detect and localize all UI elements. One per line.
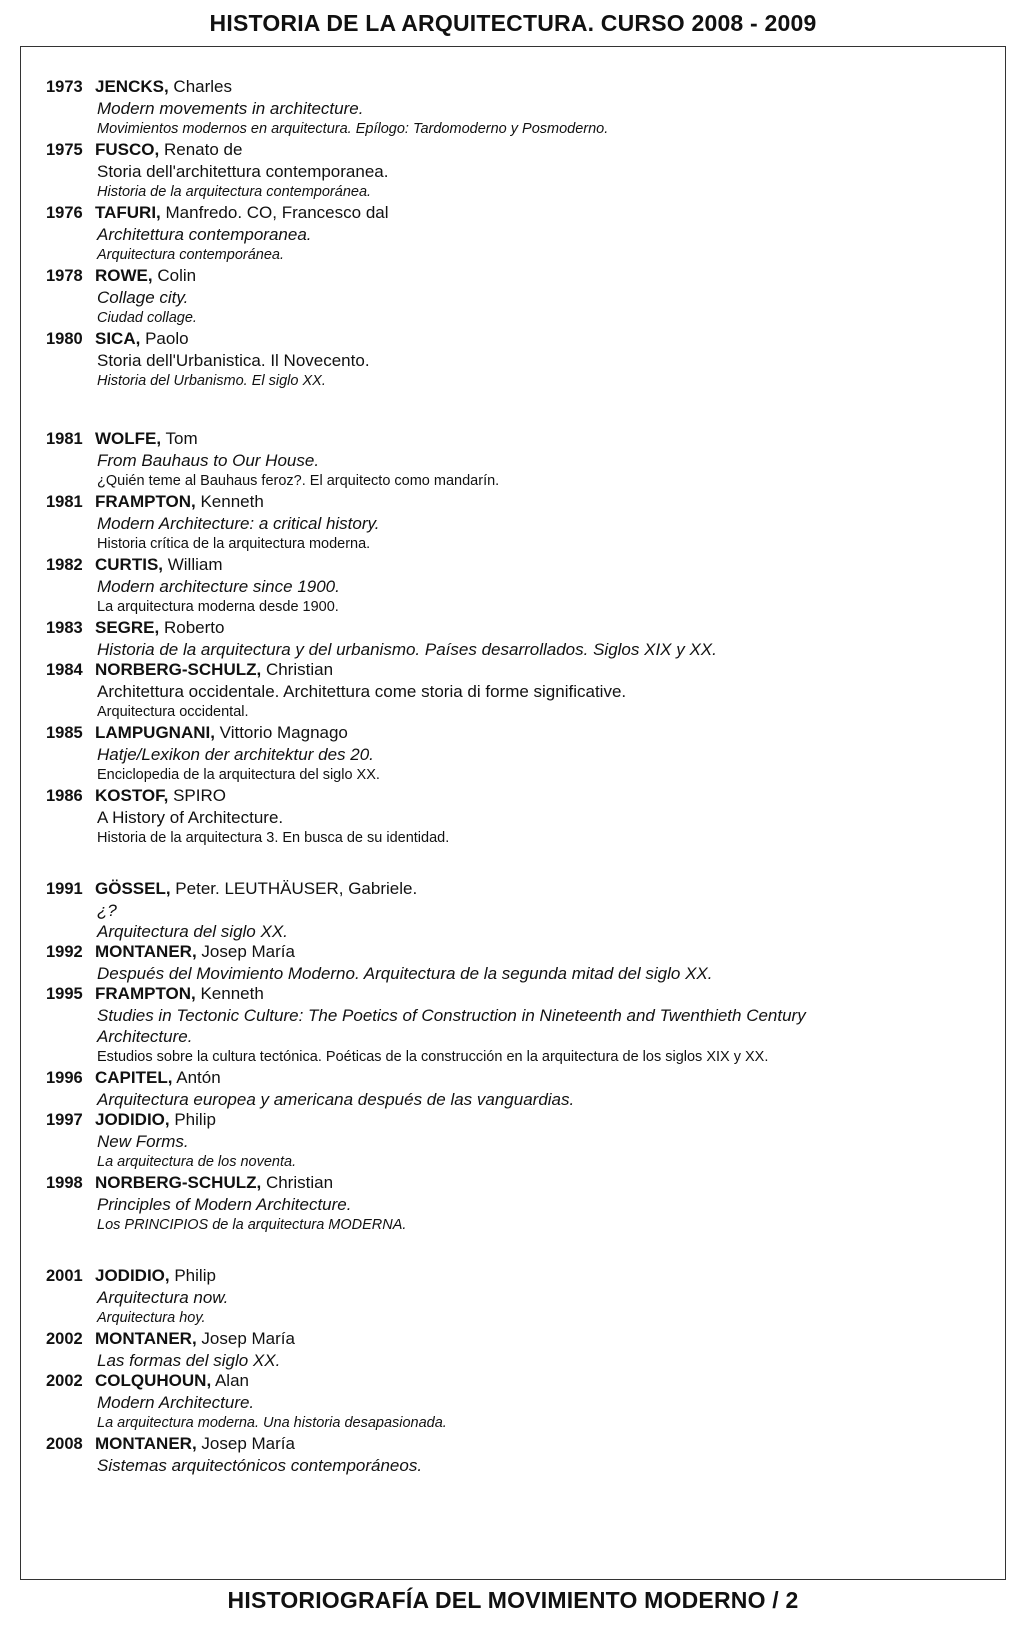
entry-year: 1981 (46, 430, 83, 448)
entry-year: 1975 (46, 141, 83, 159)
entry-author (95, 786, 226, 806)
author-surname: CURTIS, (95, 555, 163, 574)
author-given-name: Philip (169, 1266, 216, 1285)
translated-title: Historia de la arquitectura contemporánea. (97, 184, 372, 200)
entry-author (95, 140, 242, 160)
work-title: Después del Movimiento Moderno. Arquitectura de la segunda mitad del siglo XX. (97, 964, 713, 983)
bibliography-entry (46, 492, 976, 555)
entry-year: 1982 (46, 556, 83, 574)
bibliography-entry (46, 1371, 976, 1434)
entry-heading (46, 140, 976, 161)
work-title: Arquitectura now. (97, 1288, 229, 1307)
entry-year: 2002 (46, 1330, 83, 1348)
work-title: Studies in Tectonic Culture: The Poetics of Construction in Nineteenth and Twenthieth Century (97, 1006, 806, 1025)
author-given-name: Alan (211, 1371, 249, 1390)
work-title: Principles of Modern Architecture. (97, 1195, 352, 1214)
translated-title: Movimientos modernos en arquitectura. Epílogo: Tardomoderno y Posmoderno. (97, 121, 609, 137)
bibliography-entry (46, 329, 976, 392)
author-surname: SICA, (95, 329, 141, 348)
bibliography-entry (46, 618, 976, 660)
work-title: Modern Architecture: a critical history. (97, 514, 380, 533)
author-given-name: Vittorio Magnago (214, 723, 348, 742)
bibliography-entry (46, 1266, 976, 1329)
entry-author (95, 429, 198, 449)
author-given-name: Tom (161, 429, 198, 448)
entry-heading (46, 1371, 976, 1392)
translated-title: Arquitectura hoy. (97, 1310, 206, 1326)
work-title: Arquitectura europea y americana después de las vanguardias. (97, 1090, 575, 1109)
entry-year: 1984 (46, 661, 83, 679)
translated-title: La arquitectura de los noventa. (97, 1154, 297, 1170)
entry-year: 1973 (46, 78, 83, 96)
entry-year: 1976 (46, 204, 83, 222)
bibliography-entry (46, 1110, 976, 1173)
entry-year: 1995 (46, 985, 83, 1003)
bibliography-entry (46, 77, 976, 140)
author-surname: SEGRE, (95, 618, 160, 637)
author-surname: MONTANER, (95, 942, 197, 961)
author-surname: MONTANER, (95, 1434, 197, 1453)
translated-title: Enciclopedia de la arquitectura del siglo XX. (97, 767, 380, 783)
entry-author (95, 1371, 249, 1391)
author-surname: WOLFE, (95, 429, 162, 448)
entry-author (95, 1068, 221, 1088)
entry-heading (46, 1068, 976, 1089)
entry-heading (46, 1329, 976, 1350)
group-spacer (46, 392, 976, 429)
author-surname: CAPITEL, (95, 1068, 173, 1087)
entry-heading (46, 77, 976, 98)
author-given-name: Roberto (159, 618, 225, 637)
entry-heading (46, 723, 976, 744)
entry-heading (46, 1173, 976, 1194)
entry-year: 1998 (46, 1174, 83, 1192)
entry-heading (46, 329, 976, 350)
author-given-name: Josep María (196, 942, 295, 961)
bibliography-entry (46, 1173, 976, 1236)
author-surname: FUSCO, (95, 140, 160, 159)
bibliography-entry (46, 723, 976, 786)
bibliography-entry (46, 555, 976, 618)
author-given-name: Peter. LEUTHÄUSER, Gabriele. (170, 879, 418, 898)
entry-author (95, 723, 348, 743)
entry-author (95, 879, 417, 899)
author-given-name: Kenneth (195, 984, 264, 1003)
author-surname: JODIDIO, (95, 1110, 170, 1129)
author-surname: FRAMPTON, (95, 984, 196, 1003)
entry-year: 1980 (46, 330, 83, 348)
author-given-name: William (163, 555, 223, 574)
entry-author (95, 555, 223, 575)
entry-heading (46, 555, 976, 576)
bibliography-group (46, 429, 976, 849)
work-title: Modern architecture since 1900. (97, 577, 340, 596)
author-surname: TAFURI, (95, 203, 161, 222)
entry-author (95, 660, 333, 680)
entry-author (95, 1329, 295, 1349)
page-title: HISTORIA DE LA ARQUITECTURA. CURSO 2008 - 2009 (209, 10, 817, 36)
author-surname: KOSTOF, (95, 786, 169, 805)
author-given-name: Josep María (196, 1434, 295, 1453)
entry-author (95, 618, 224, 638)
entry-year: 2008 (46, 1435, 83, 1453)
entry-author (95, 329, 189, 349)
author-surname: MONTANER, (95, 1329, 197, 1348)
entry-author (95, 203, 389, 223)
page-footer-title: HISTORIOGRAFÍA DEL MOVIMIENTO MODERNO / 2 (227, 1587, 799, 1613)
author-surname: JENCKS, (95, 77, 169, 96)
work-title: Architettura occidentale. Architettura come storia di forme significative. (97, 682, 627, 701)
entry-heading (46, 203, 976, 224)
entry-heading (46, 266, 976, 287)
author-given-name: Christian (261, 660, 334, 679)
author-given-name: Renato de (159, 140, 243, 159)
work-title: Storia dell'architettura contemporanea. (97, 162, 389, 181)
entry-author (95, 1266, 216, 1286)
author-given-name: Charles (168, 77, 232, 96)
entry-year: 1978 (46, 267, 83, 285)
group-spacer (46, 849, 976, 879)
bibliography-entry (46, 266, 976, 329)
entry-author (95, 984, 264, 1004)
bibliography-entry (46, 879, 976, 942)
author-given-name: Josep María (196, 1329, 295, 1348)
author-given-name: Kenneth (195, 492, 264, 511)
translated-title: Arquitectura contemporánea. (97, 247, 284, 263)
bibliography-entry (46, 1329, 976, 1371)
group-spacer (46, 1236, 976, 1266)
author-surname: FRAMPTON, (95, 492, 196, 511)
translated-title: Los PRINCIPIOS de la arquitectura MODERNA. (97, 1217, 407, 1233)
entry-year: 2001 (46, 1267, 83, 1285)
translated-title: Historia del Urbanismo. El siglo XX. (97, 373, 326, 389)
author-surname: NORBERG-SCHULZ, (95, 1173, 262, 1192)
translated-title: Arquitectura occidental. (97, 704, 249, 720)
work-title: Architettura contemporanea. (97, 225, 312, 244)
author-given-name: Antón (172, 1068, 221, 1087)
entry-year: 1985 (46, 724, 83, 742)
work-title: A History of Architecture. (97, 808, 284, 827)
entry-heading (46, 492, 976, 513)
bibliography-entry (46, 1068, 976, 1110)
translated-title: La arquitectura moderna desde 1900. (97, 599, 339, 615)
entry-year: 1986 (46, 787, 83, 805)
author-given-name: Paolo (140, 329, 189, 348)
bibliography-group (46, 879, 976, 1236)
bibliography-group (46, 1266, 976, 1476)
bibliography-entry (46, 203, 976, 266)
work-title: Historia de la arquitectura y del urbanismo. Países desarrollados. Siglos XIX y XX. (97, 640, 717, 659)
work-title: Hatje/Lexikon der architektur des 20. (97, 745, 374, 764)
work-title: Storia dell'Urbanistica. Il Novecento. (97, 351, 370, 370)
entry-year: 1991 (46, 880, 83, 898)
entry-author (95, 942, 295, 962)
work-title: Modern movements in architecture. (97, 99, 364, 118)
entry-heading (46, 660, 976, 681)
bibliography-entry (46, 786, 976, 849)
work-title: New Forms. (97, 1132, 189, 1151)
bibliography-entry (46, 429, 976, 492)
work-title: Modern Architecture. (97, 1393, 255, 1412)
author-given-name: SPIRO (168, 786, 226, 805)
bibliography-entry (46, 660, 976, 723)
work-title: Collage city. (97, 288, 189, 307)
translated-title: ¿Quién teme al Bauhaus feroz?. El arquitecto como mandarín. (97, 473, 500, 489)
author-surname: LAMPUGNANI, (95, 723, 215, 742)
entry-heading (46, 618, 976, 639)
bibliography-group (46, 77, 976, 392)
entry-heading (46, 786, 976, 807)
entry-author (95, 266, 196, 286)
entry-author (95, 1434, 295, 1454)
bibliography-entry (46, 984, 976, 1068)
bibliography-entry (46, 1434, 976, 1476)
entry-year: 1983 (46, 619, 83, 637)
entry-heading (46, 1110, 976, 1131)
author-given-name: Christian (261, 1173, 334, 1192)
work-title: Sistemas arquitectónicos contemporáneos. (97, 1456, 423, 1475)
entry-year: 1992 (46, 943, 83, 961)
author-surname: NORBERG-SCHULZ, (95, 660, 262, 679)
entry-heading (46, 429, 976, 450)
author-given-name: Colin (152, 266, 197, 285)
entry-year: 1981 (46, 493, 83, 511)
work-title: From Bauhaus to Our House. (97, 451, 320, 470)
translated-title: La arquitectura moderna. Una historia desapasionada. (97, 1415, 447, 1431)
translated-title: Estudios sobre la cultura tectónica. Poéticas de la construcción en la arquitectura de los siglos XIX y XX. (97, 1049, 769, 1065)
entry-author (95, 77, 232, 97)
work-title: Las formas del siglo XX. (97, 1351, 281, 1370)
author-surname: JODIDIO, (95, 1266, 170, 1285)
entry-heading (46, 984, 976, 1005)
entry-heading (46, 879, 976, 900)
work-title: Arquitectura del siglo XX. (97, 922, 288, 941)
bibliography-list (46, 77, 976, 1476)
author-surname: GÖSSEL, (95, 879, 171, 898)
work-title: Architecture. (97, 1027, 193, 1046)
author-given-name: Manfredo. CO, Francesco dal (160, 203, 389, 222)
bibliography-entry (46, 140, 976, 203)
entry-year: 2002 (46, 1372, 83, 1390)
author-surname: ROWE, (95, 266, 153, 285)
entry-year: 1996 (46, 1069, 83, 1087)
bibliography-entry (46, 942, 976, 984)
entry-heading (46, 1434, 976, 1455)
entry-author (95, 1110, 216, 1130)
entry-author (95, 492, 264, 512)
work-title: ¿? (97, 901, 117, 920)
translated-title: Ciudad collage. (97, 310, 197, 326)
entry-heading (46, 942, 976, 963)
translated-title: Historia de la arquitectura 3. En busca de su identidad. (97, 830, 450, 846)
translated-title: Historia crítica de la arquitectura moderna. (97, 536, 371, 552)
author-given-name: Philip (169, 1110, 216, 1129)
entry-year: 1997 (46, 1111, 83, 1129)
author-surname: COLQUHOUN, (95, 1371, 212, 1390)
entry-author (95, 1173, 333, 1193)
entry-heading (46, 1266, 976, 1287)
